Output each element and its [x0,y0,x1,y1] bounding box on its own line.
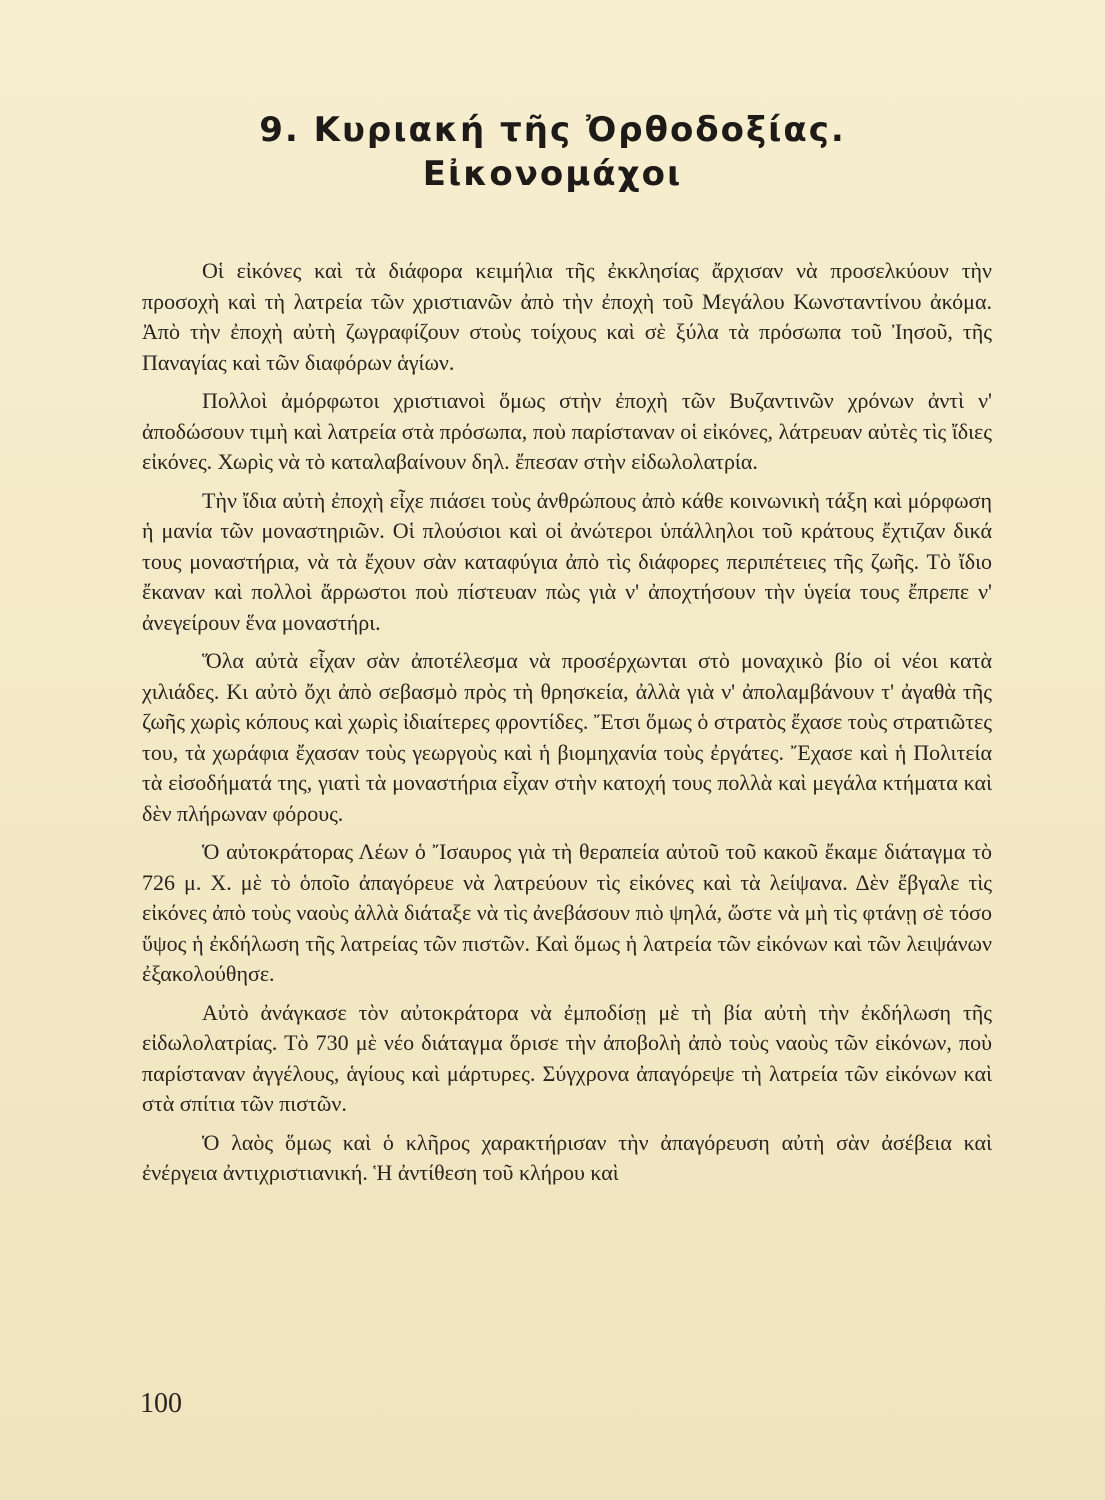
chapter-title [0,108,1105,196]
body-text [142,256,992,1197]
paragraph-5: Ὁ αὐτοκράτορας Λέων ὁ Ἴσαυρος γιὰ τὴ θεραπεία αὐτοῦ τοῦ κακοῦ ἔκαμε διάταγμα τὸ 726 μ. Χ. μὲ τὸ ὁποῖο ἀπαγόρευε νὰ λατρεύουν τὶς εἰκόνες καὶ τὰ λείψανα. Δὲν ἔβγαλε τὶς εἰκόνες ἀπὸ τοὺς ναοὺς ἀλλὰ διάταξε νὰ τὶς ἀνεβάσουν πιὸ ψηλά, ὥστε νὰ μὴ τὶς φτάνῃ σὲ τόσο ὕψος ἡ ἐκδήλωση τῆς λατρείας τῶν πιστῶν. Καὶ ὅμως ἡ λατρεία τῶν εἰκόνων καὶ τῶν λειψάνων ἐξακολούθησε. [142,839,992,986]
chapter-title-line-2: Εἰκονομάχοι [422,154,683,194]
paragraph-6: Αὐτὸ ἀνάγκασε τὸν αὐτοκράτορα νὰ ἐμποδίσῃ μὲ τὴ βία αὐτὴ τὴν ἐκδήλωση τῆς εἰδωλολατρίας. Τὸ 730 μὲ νέο διάταγμα ὅρισε τὴν ἀποβολὴ ἀπὸ τοὺς ναοὺς τῶν εἰκόνων, ποὺ παρίσταναν ἀγγέλους, ἁγίους καὶ μάρτυρες. Σύγχρονα ἀπαγόρεψε τὴ λατρεία τῶν εἰκόνων καὶ στὰ σπίτια τῶν πιστῶν. [142,999,992,1116]
chapter-title-line-1: 9. Κυριακή τῆς Ὀρθοδοξίας. [259,110,846,150]
page-number: 100 [140,1388,182,1419]
paragraph-1: Οἱ εἰκόνες καὶ τὰ διάφορα κειμήλια τῆς ἐκκλησίας ἄρχισαν νὰ προσελκύουν τὴν προσοχὴ καὶ τὴ λατρεία τῶν χριστιανῶν ἀπὸ τὴν ἐποχὴ τοῦ Μεγάλου Κωνσταντίνου ἀκόμα. Ἀπὸ τὴν ἐποχὴ αὐτὴ ζωγραφίζουν στοὺς τοίχους καὶ σὲ ξύλα τὰ πρόσωπα τοῦ Ἰησοῦ, τῆς Παναγίας καὶ τῶν διαφόρων ἁγίων. [142,258,992,375]
paragraph-3: Τὴν ἴδια αὐτὴ ἐποχὴ εἶχε πιάσει τοὺς ἀνθρώπους ἀπὸ κάθε κοινωνικὴ τάξη καὶ μόρφωση ἡ μανία τῶν μοναστηριῶν. Οἱ πλούσιοι καὶ οἱ ἀνώτεροι ὑπάλληλοι τοῦ κράτους ἔχτιζαν δικά τους μοναστήρια, νὰ τὰ ἔχουν σὰν καταφύγια ἀπὸ τὶς διάφορες περιπέτειες τῆς ζωῆς. Τὸ ἴδιο ἔκαναν καὶ πολλοὶ ἄρρωστοι ποὺ πίστευαν πὼς γιὰ ν' ἀποχτήσουν τὴν ὑγεία τους ἔπρεπε ν' ἀνεγείρουν ἕνα μοναστήρι. [142,487,992,635]
paragraph-2: Πολλοὶ ἀμόρφωτοι χριστιανοὶ ὅμως στὴν ἐποχὴ τῶν Βυζαντινῶν χρόνων ἀντὶ ν' ἀποδώσουν τιμὴ καὶ λατρεία στὰ πρόσωπα, ποὺ παρίσταναν οἱ εἰκόνες, λάτρευαν αὐτὲς τὶς ἴδιες εἰκόνες. Χωρὶς νὰ τὸ καταλαβαίνουν δηλ. ἔπεσαν στὴν εἰδωλολατρία. [142,388,992,474]
paragraph-7: Ὁ λαὸς ὅμως καὶ ὁ κλῆρος χαρακτήρισαν τὴν ἀπαγόρευση αὐτὴ σὰν ἀσέβεια καὶ ἐνέργεια ἀντιχριστιανική. Ἡ ἀντίθεση τοῦ κλήρου καὶ [142,1129,992,1185]
paragraph-4: Ὅλα αὐτὰ εἶχαν σὰν ἀποτέλεσμα νὰ προσέρχωνται στὸ μοναχικὸ βίο οἱ νέοι κατὰ χιλιάδες. Κι αὐτὸ ὄχι ἀπὸ σεβασμὸ πρὸς τὴ θρησκεία, ἀλλὰ γιὰ ν' ἀπολαμβάνουν τ' ἀγαθὰ τῆς ζωῆς χωρὶς κόπους καὶ χωρὶς ἰδιαίτερες φροντίδες. Ἔτσι ὅμως ὁ στρατὸς ἔχασε τοὺς στρατιῶτες του, τὰ χωράφια ἔχασαν τοὺς γεωργοὺς καὶ ἡ βιομηχανία τοὺς ἐργάτες. Ἔχασε καὶ ἡ Πολιτεία τὰ εἰσοδήματά της, γιατὶ τὰ μοναστήρια εἶχαν στὴν κατοχή τους πολλὰ καὶ μεγάλα κτήματα καὶ δὲν πλήρωναν φόρους. [142,648,992,826]
